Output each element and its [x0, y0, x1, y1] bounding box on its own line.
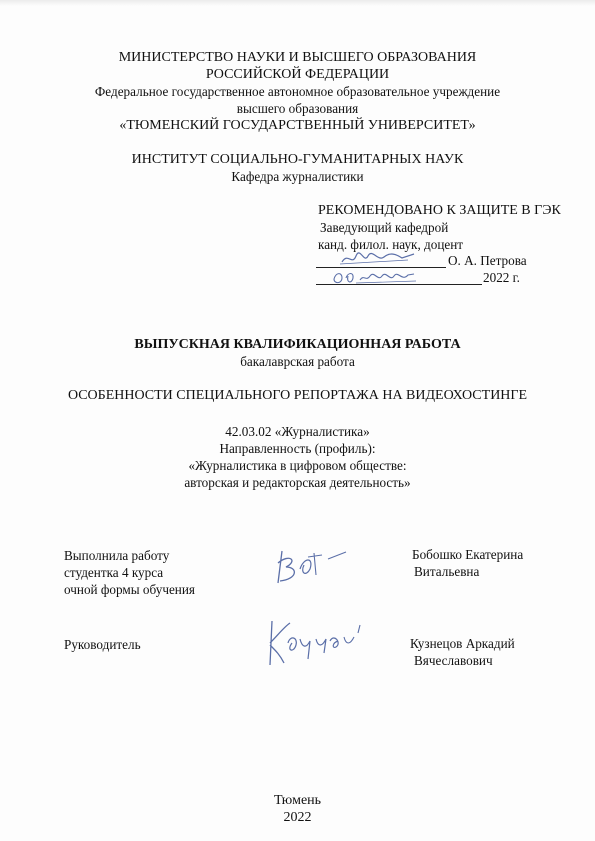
ministry-line-2: РОССИЙСКОЙ ФЕДЕРАЦИИ	[205, 67, 390, 82]
institution-line-1: Федеральное государственное автономное образовательное учреждение	[94, 84, 501, 99]
author-label-3: очной формы обучения	[64, 582, 195, 597]
year: 2022	[283, 810, 312, 825]
profile-line-2: авторская и редакторская деятельность»	[184, 475, 411, 490]
author-name-2: Витальевна	[414, 564, 480, 579]
specialty-code: 42.03.02 «Журналистика»	[225, 424, 370, 439]
work-subtype: бакалаврская работа	[240, 354, 355, 369]
author-signature	[264, 543, 354, 596]
approval-year: 2022 г.	[483, 270, 520, 285]
supervisor-label: Руководитель	[64, 637, 141, 652]
scan-edge	[0, 0, 595, 6]
supervisor-name-2: Вячеславович	[414, 653, 493, 668]
supervisor-name-1: Кузнецов Аркадий	[410, 636, 515, 651]
work-topic: ОСОБЕННОСТИ СПЕЦИАЛЬНОГО РЕПОРТАЖА НА ВИДЕОХОСТИНГЕ	[67, 388, 528, 403]
direction-label: Направленность (профиль):	[219, 441, 376, 456]
city: Тюмень	[273, 793, 322, 808]
work-type: ВЫПУСКНАЯ КВАЛИФИКАЦИОННАЯ РАБОТА	[134, 337, 461, 352]
handwritten-date	[330, 264, 420, 293]
author-label-2: студентка 4 курса	[64, 565, 164, 580]
ministry-line-1: МИНИСТЕРСТВО НАУКИ И ВЫСШЕГО ОБРАЗОВАНИЯ	[118, 50, 477, 65]
head-name: О. А. Петрова	[448, 253, 527, 268]
institute-name: ИНСТИТУТ СОЦИАЛЬНО-ГУМАНИТАРНЫХ НАУК	[131, 152, 464, 167]
approval-role: Заведующий кафедрой	[320, 220, 449, 235]
author-label-1: Выполнила работу	[64, 548, 170, 563]
profile-line-1: «Журналистика в цифровом обществе:	[188, 458, 407, 473]
author-name-1: Бобошко Екатерина	[412, 547, 524, 562]
approval-degree: канд. филол. наук, доцент	[318, 237, 464, 252]
university-name: «ТЮМЕНСКИЙ ГОСУДАРСТВЕННЫЙ УНИВЕРСИТЕТ»	[119, 118, 476, 133]
department-name: Кафедра журналистики	[231, 169, 364, 184]
supervisor-signature	[262, 613, 372, 674]
approval-title: РЕКОМЕНДОВАНО К ЗАЩИТЕ В ГЭК	[318, 203, 561, 218]
institution-line-2: высшего образования	[236, 101, 359, 116]
